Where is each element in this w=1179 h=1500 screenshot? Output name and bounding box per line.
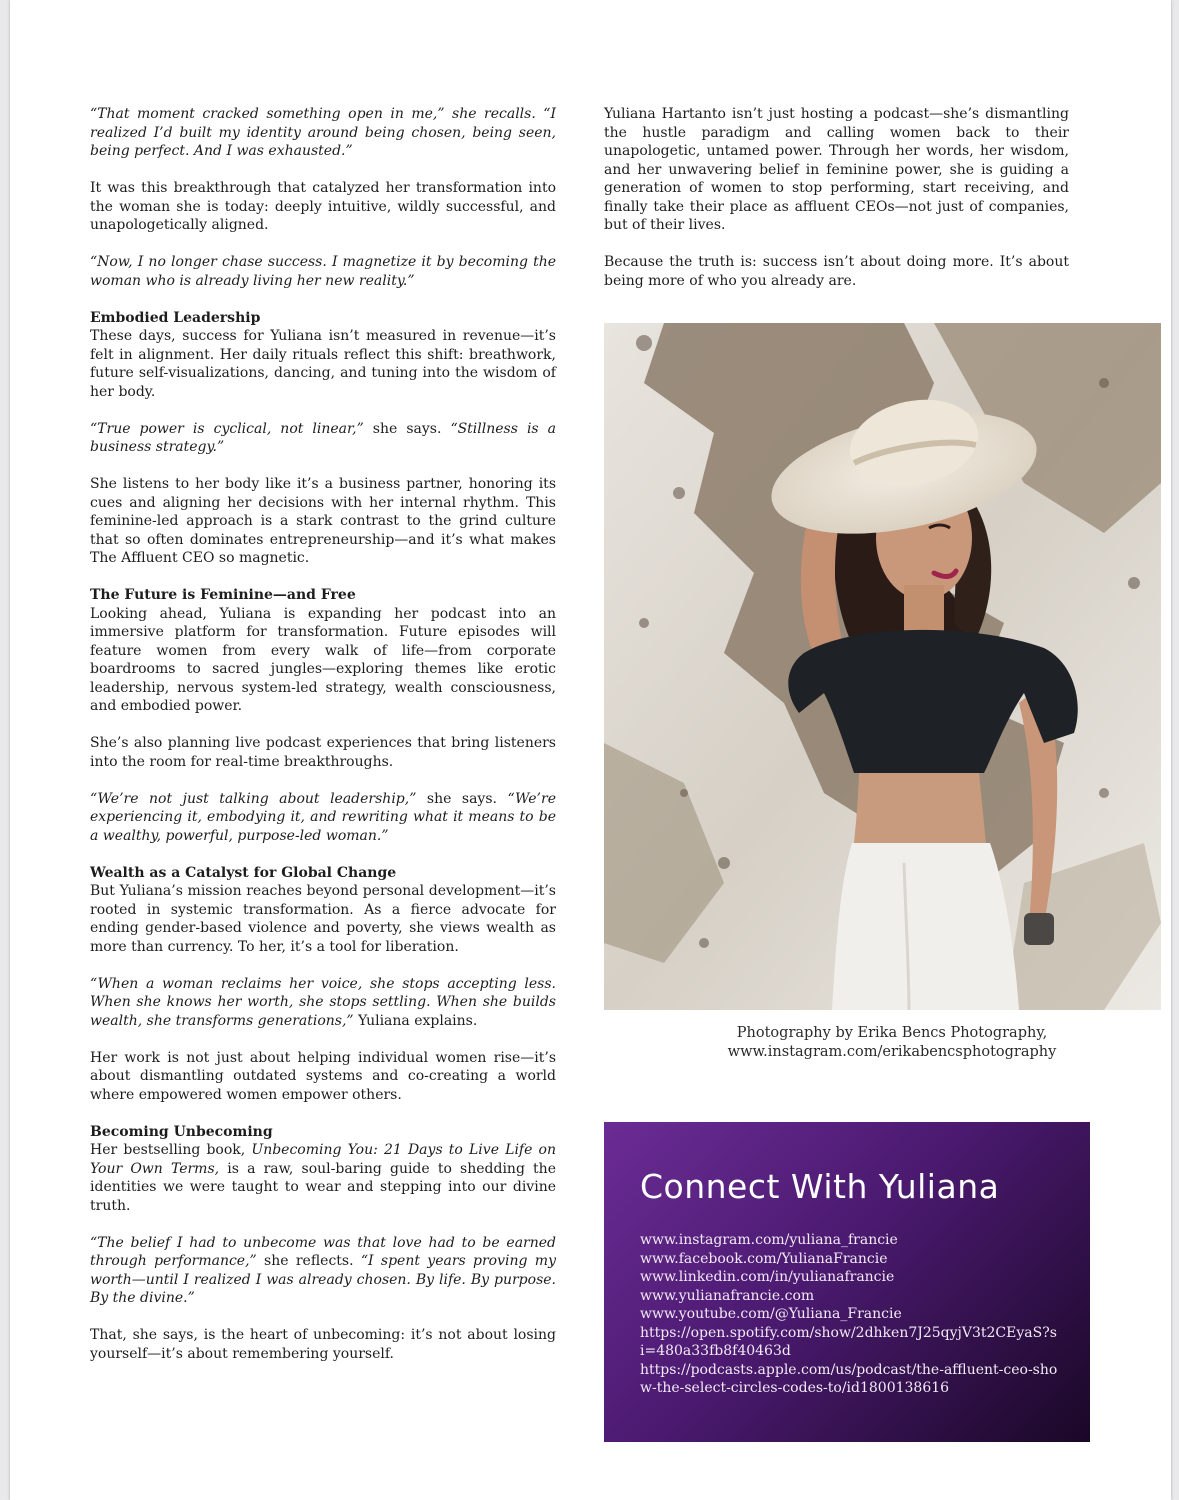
apple-podcasts-link[interactable]: https://podcasts.apple.com/us/podcast/the-affluent-ceo-show-the-select-circles-codes-to/id1800138616 (640, 1361, 1058, 1396)
heading-wealth-catalyst: Wealth as a Catalyst for Global Change (90, 864, 397, 881)
paragraph-reclaims-voice (90, 975, 556, 1031)
connect-title: Connect With Yuliana (640, 1167, 1000, 1206)
connect-box (604, 1122, 1090, 1442)
quote-unbecome: “The belief I had to unbecome was that love had to be earned through performance,” (90, 1234, 556, 1269)
paragraph-podcast-expansion: Looking ahead, Yuliana is expanding her podcast into an immersive platform for transformation. Future episodes will feature women from every walk of life—from corporate boardrooms to sacred jungles—exploring themes like erotic leadership, nervous system-led strategy, wealth consciousness, and embodied power. (90, 605, 556, 714)
heading-embodied-leadership: Embodied Leadership (90, 309, 261, 326)
quote-true-power: “True power is cyclical, not linear,” (90, 420, 364, 437)
left-column (90, 105, 556, 1382)
attribution-says-2: she says. (416, 790, 508, 807)
heading-future-feminine: The Future is Feminine—and Free (90, 587, 356, 603)
paragraph-hustle-paradigm: Yuliana Hartanto isn’t just hosting a podcast—she’s dismantling the hustle paradigm and calling women back to their unapologetic, untamed power. Through her words, her wisdom, and her unwavering belief in feminine power, she is guiding a generation of women to stop performing, start receiving, and finally take their place as affluent CEOs—not just of companies, but of their lives. (604, 106, 1069, 233)
paragraph-truth: Because the truth is: success isn’t about doing more. It’s about being more of who you already are. (604, 254, 1069, 289)
paragraph-body-partner: She listens to her body like it’s a business partner, honoring its cues and aligning her decisions with her internal rhythm. This feminine-led approach is a stark contrast to the grind culture that so often dominates entrepreneurship—and it’s what makes The Affluent CEO so magnetic. (90, 476, 556, 566)
facebook-link[interactable]: www.facebook.com/YulianaFrancie (640, 1250, 888, 1267)
paragraph-live-experiences: She’s also planning live podcast experiences that bring listeners into the room for real-time breakthroughs. (90, 735, 556, 770)
paragraph-dismantling-systems: Her work is not just about helping individual women rise—it’s about dismantling outdated systems and co-creating a world where empowered women empower others. (90, 1049, 556, 1103)
paragraph-alignment: These days, success for Yuliana isn’t measured in revenue—it’s felt in alignment. Her daily rituals reflect this shift: breathwork, future self-visualizations, dancing, and tuning into the wisdom of her body. (90, 328, 556, 400)
spotify-link[interactable]: https://open.spotify.com/show/2dhken7J25qyjV3t2CEyaS?si=480a33fb8f40463d (640, 1324, 1057, 1359)
heading-becoming-unbecoming: Becoming Unbecoming (90, 1123, 273, 1140)
quote-cracked-open: “That moment cracked something open in me,” she recalls. “I realized I’d built my identity around being chosen, being seen, being perfect. And I was exhausted.” (90, 106, 556, 159)
website-link[interactable]: www.yulianafrancie.com (640, 1287, 815, 1304)
paragraph-heart-of-unbecoming: That, she says, is the heart of unbecoming: it’s not about losing yourself—it’s about remembering yourself. (90, 1327, 556, 1362)
portrait-illustration (604, 323, 1161, 1010)
book-title: Unbecoming You: 21 Days to Live Life on Your Own Terms, (90, 1142, 557, 1177)
paragraph-belief-quote (90, 1234, 556, 1308)
book-description: is a raw, soul-baring guide to shedding the identities we were taught to wear and stepping into our divine truth. (90, 1160, 556, 1214)
paragraph-systemic-transformation: But Yuliana’s mission reaches beyond personal development—it’s rooted in systemic transformation. As a fierce advocate for ending gender-based violence and poverty, she views wealth as more than currency. To her, it’s a tool for liberation. (90, 883, 556, 955)
attribution-reflects: she reflects. (256, 1253, 361, 1269)
paragraph-bestselling-book (90, 1141, 556, 1215)
quote-reclaims-voice: “When a woman reclaims her voice, she stops accepting less. When she knows her worth, she stops settling. When she builds wealth, she transforms generations,” (90, 975, 556, 1029)
book-intro: Her bestselling book, (90, 1142, 252, 1158)
paragraph-breakthrough: It was this breakthrough that catalyzed her transformation into the woman she is today: deeply intuitive, wildly successful, and unapologetically aligned. (90, 180, 556, 233)
quote-experiencing: “We’re experiencing it, embodying it, and rewriting what it means to be a wealthy, powerful, purpose-led woman.” (90, 790, 556, 844)
quote-not-just-talking: “We’re not just talking about leadership,” (90, 790, 417, 807)
linkedin-link[interactable]: www.linkedin.com/in/yulianafrancie (640, 1269, 895, 1285)
right-column (604, 105, 1069, 309)
photo-credit-link[interactable]: www.instagram.com/erikabencsphotography (727, 1043, 1057, 1060)
attribution-explains: Yuliana explains. (353, 1012, 478, 1029)
photo-credit-line: Photography by Erika Bencs Photography, (736, 1025, 1048, 1041)
quote-stillness: “Stillness is a business strategy.” (90, 420, 556, 455)
instagram-link[interactable]: www.instagram.com/yuliana_francie (640, 1232, 898, 1248)
quote-proving-worth: “I spent years proving my worth—until I realized I was already chosen. By life. By purpose. By the divine.” (90, 1253, 556, 1306)
photo-credit (604, 1024, 1179, 1061)
quote-magnetize: “Now, I no longer chase success. I magnetize it by becoming the woman who is already living her new reality.” (90, 254, 556, 289)
portrait-photo (604, 323, 1161, 1010)
connect-links (640, 1231, 1060, 1398)
paragraph-leadership-quote (90, 790, 556, 846)
paragraph-true-power (90, 420, 556, 457)
attribution-says: she says. (363, 420, 451, 437)
youtube-link[interactable]: www.youtube.com/@Yuliana_Francie (640, 1306, 902, 1322)
